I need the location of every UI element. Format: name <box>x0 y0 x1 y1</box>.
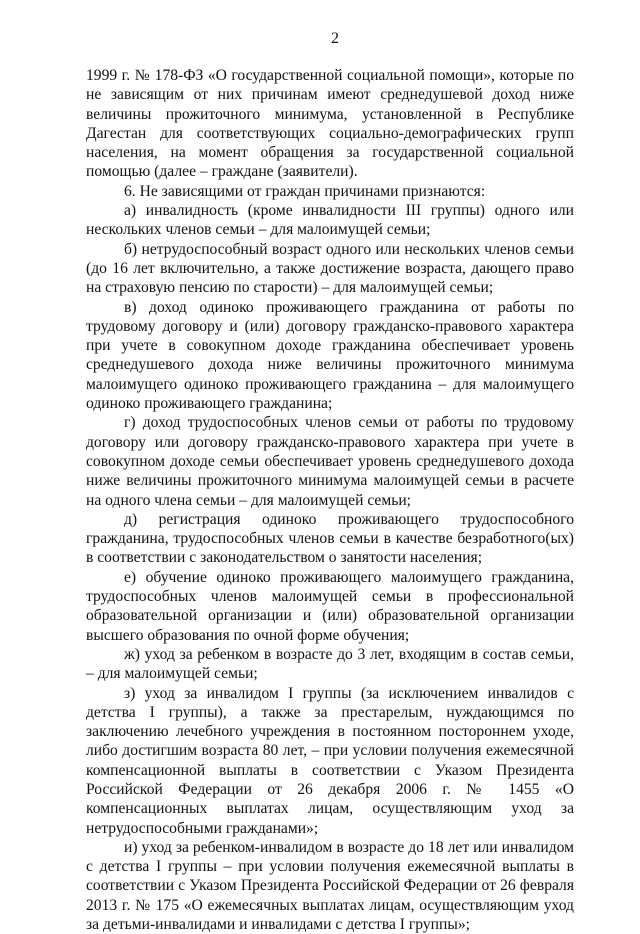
paragraph-item-d: д) регистрация одиноко проживающего трудоспособного гражданина, трудоспособных членов семьи в качестве безработного(ых) в соответствии с законодательством о занятости населения; <box>86 510 574 567</box>
paragraph-item-a: а) инвалидность (кроме инвалидности III группы) одного или нескольких членов семьи – для малоимущей семьи; <box>86 202 574 239</box>
paragraph-item-i: и) уход за ребенком-инвалидом в возрасте до 18 лет или инвалидом с детства I группы – при условии получения ежемесячной выплаты в соответствии с Указом Президента Российской Федерации от 26 февраля 2013 г. № 175 «О ежемесячных выплатах лицам, осуществляющим уход за детьми-инвалидами и инвалидами с детства I группы»; <box>86 838 574 934</box>
paragraph-item-v: в) доход одиноко проживающего гражданина от работы по трудовому договору и (или) договору гражданско-правового характера при учете в совокупном доходе гражданина обеспечивает уровень среднедушевого дохода ниже величины прожиточного минимума малоимущего одиноко проживающего гражданина – для малоимущего одиноко проживающего гражданина; <box>86 298 574 413</box>
paragraph-item-zh: ж) уход за ребенком в возрасте до 3 лет, входящим в состав семьи, – для малоимущей семьи; <box>86 645 574 683</box>
page-number: 2 <box>331 30 339 47</box>
paragraph-item-z: з) уход за инвалидом I группы (за исключением инвалидов с детства I группы), а также за престарелым, нуждающимся по заключению лечебного учреждения в постоянном постороннем уходе, либо достигшим возраста 80 лет, – при условии получения ежемесячной компенсационной выплаты в соответствии с Указом Президента Российской Федерации от 26 декабря 2006 г. № 1455 «О компенсационных выплатах лицам, осуществляющим уход за нетрудоспособными гражданами»; <box>86 684 574 837</box>
paragraph-item-6: 6. Не зависящими от граждан причинами признаются: <box>124 182 486 200</box>
paragraph-item-b: б) нетрудоспособный возраст одного или нескольких членов семьи (до 16 лет включительно, а также достижение возраста, дающего право на страховую пенсию по старости) – для малоимущей семьи; <box>86 240 574 297</box>
paragraph-item-e: е) обучение одиноко проживающего малоимущего гражданина, трудоспособных членов малоимущей семьи в профессиональной образовательной организации и (или) образовательной организации высшего образования по очной форме обучения; <box>86 568 574 644</box>
document-body <box>86 66 574 934</box>
paragraph-intro-continuation: 1999 г. № 178-ФЗ «О государственной социальной помощи», которые по не зависящим от них причинам имеют среднедушевой доход ниже величины прожиточного минимума, установленной в Республике Дагестан для соответствующих социально-демографических групп населения, на момент обращения за государственной социальной помощью (далее – граждане (заявители). <box>86 67 574 181</box>
paragraph-item-g: г) доход трудоспособных членов семьи от работы по трудовому договору или договору гражданско-правового характера при учете в совокупном доходе семьи обеспечивает уровень среднедушевого дохода ниже величины прожиточного минимума малоимущей семьи в расчете на одного члена семьи – для малоимущей семьи; <box>86 414 574 509</box>
